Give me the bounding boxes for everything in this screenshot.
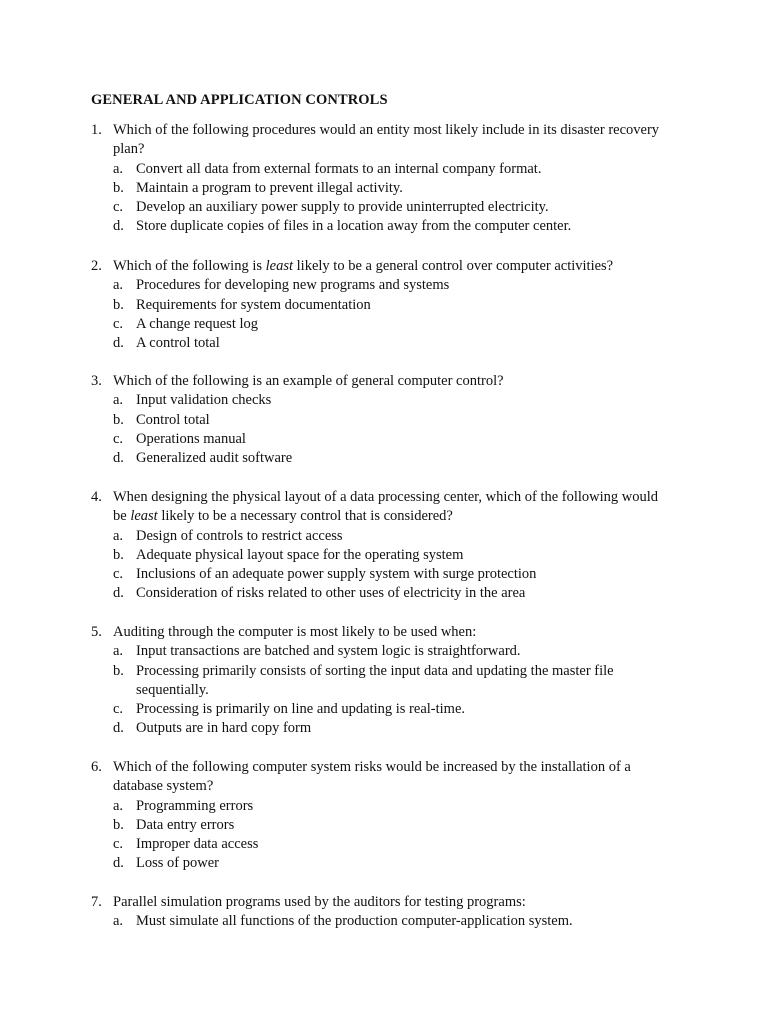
- answer-option: [91, 411, 671, 430]
- option-letter: a.: [113, 797, 124, 814]
- question-7: [91, 893, 671, 932]
- option-text: Maintain a program to prevent illegal activity.: [136, 179, 403, 196]
- option-text: Outputs are in hard copy form: [136, 720, 312, 737]
- question-stem: [91, 372, 671, 391]
- answer-option: [91, 546, 671, 565]
- question-number: 2.: [91, 258, 102, 274]
- answer-option: [91, 854, 671, 873]
- answer-option: [91, 430, 671, 449]
- question-number: 6.: [91, 759, 102, 775]
- answer-option: [91, 584, 671, 603]
- answer-option: [91, 642, 671, 661]
- answer-option: [91, 565, 671, 584]
- emphasis-least: least: [265, 258, 294, 274]
- answer-option: [91, 797, 671, 816]
- question-number: 3.: [91, 373, 102, 389]
- answer-option: [91, 719, 671, 738]
- option-letter: b.: [113, 411, 124, 428]
- question-number: 7.: [91, 894, 102, 910]
- option-letter: c.: [113, 430, 124, 447]
- option-text: Operations manual: [136, 430, 246, 447]
- answer-option: [91, 198, 671, 217]
- option-text: Processing is primarily on line and updating is real-time.: [136, 701, 466, 718]
- question-text: When designing the physical layout of a data processing center, which of the following would be least likely to be a necessary control that is considered?: [113, 489, 659, 525]
- option-text: Input transactions are batched and system logic is straightforward.: [136, 643, 521, 660]
- option-text: Generalized audit software: [136, 450, 293, 467]
- option-text: Data entry errors: [136, 816, 235, 833]
- option-letter: a.: [113, 913, 124, 930]
- question-text: Which of the following is least likely to be a general control over computer activities?: [113, 258, 614, 274]
- answer-option: [91, 217, 671, 236]
- question-text: Parallel simulation programs used by the auditors for testing programs:: [113, 894, 526, 910]
- option-letter: d.: [113, 218, 124, 235]
- option-letter: c.: [113, 701, 124, 718]
- question-stem: [91, 623, 671, 642]
- question-3: [91, 372, 671, 468]
- option-text: Requirements for system documentation: [136, 296, 371, 313]
- document-title: GENERAL AND APPLICATION CONTROLS: [91, 92, 388, 108]
- option-text: Develop an auxiliary power supply to provide uninterrupted electricity.: [136, 199, 549, 216]
- question-number: 1.: [91, 122, 102, 138]
- question-stem: [91, 257, 671, 276]
- question-2: [91, 257, 671, 353]
- option-text: A control total: [136, 335, 220, 352]
- answer-option: [91, 315, 671, 334]
- question-6: [91, 758, 671, 874]
- option-letter: b.: [113, 662, 124, 679]
- answer-option: [91, 912, 671, 931]
- answer-option: [91, 179, 671, 198]
- option-letter: d.: [113, 720, 124, 737]
- option-letter: c.: [113, 836, 124, 853]
- option-letter: a.: [113, 643, 124, 660]
- option-letter: b.: [113, 546, 124, 563]
- answer-option: [91, 334, 671, 353]
- question-text: Which of the following computer system risks would be increased by the installation of a database system?: [113, 759, 631, 795]
- answer-option: [91, 700, 671, 719]
- answer-option: [91, 276, 671, 295]
- question-stem: [91, 488, 671, 527]
- option-letter: c.: [113, 315, 124, 332]
- option-text: Control total: [136, 411, 210, 428]
- question-text: Auditing through the computer is most likely to be used when:: [113, 624, 477, 640]
- answer-option: [91, 662, 671, 701]
- question-5: [91, 623, 671, 739]
- option-text: Processing primarily consists of sorting the input data and updating the master file sequentially.: [136, 662, 614, 698]
- option-text: Must simulate all functions of the production computer-application system.: [136, 913, 573, 930]
- question-text: Which of the following procedures would an entity most likely include in its disaster recovery plan?: [113, 122, 660, 158]
- option-letter: b.: [113, 296, 124, 313]
- option-letter: c.: [113, 566, 124, 583]
- option-text: Loss of power: [136, 855, 219, 872]
- answer-option: [91, 160, 671, 179]
- answer-option: [91, 527, 671, 546]
- option-text: Procedures for developing new programs and systems: [136, 277, 450, 294]
- question-number: 5.: [91, 624, 102, 640]
- option-letter: d.: [113, 450, 124, 467]
- option-text: Store duplicate copies of files in a location away from the computer center.: [136, 218, 572, 235]
- question-1: [91, 121, 671, 237]
- option-letter: a.: [113, 160, 124, 177]
- option-letter: a.: [113, 392, 124, 409]
- option-text: Input validation checks: [136, 392, 272, 409]
- option-letter: a.: [113, 527, 124, 544]
- answer-option: [91, 449, 671, 468]
- question-stem: [91, 893, 671, 912]
- answer-option: [91, 391, 671, 410]
- option-letter: d.: [113, 335, 124, 352]
- question-stem: [91, 758, 671, 797]
- option-letter: b.: [113, 179, 124, 196]
- option-letter: c.: [113, 199, 124, 216]
- option-text: Programming errors: [136, 797, 254, 814]
- option-text: Adequate physical layout space for the operating system: [136, 546, 464, 563]
- question-stem: [91, 121, 671, 160]
- question-number: 4.: [91, 489, 102, 505]
- option-letter: b.: [113, 816, 124, 833]
- option-text: Consideration of risks related to other uses of electricity in the area: [136, 585, 526, 602]
- answer-option: [91, 835, 671, 854]
- option-text: Inclusions of an adequate power supply system with surge protection: [136, 566, 537, 583]
- option-text: Improper data access: [136, 836, 259, 853]
- option-text: Design of controls to restrict access: [136, 527, 343, 544]
- answer-option: [91, 816, 671, 835]
- question-text: Which of the following is an example of general computer control?: [113, 373, 504, 389]
- option-letter: d.: [113, 585, 124, 602]
- option-letter: a.: [113, 277, 124, 294]
- option-text: A change request log: [136, 315, 259, 332]
- option-letter: d.: [113, 855, 124, 872]
- answer-option: [91, 296, 671, 315]
- emphasis-least: least: [130, 508, 158, 525]
- option-text: Convert all data from external formats to an internal company format.: [136, 160, 542, 177]
- question-4: [91, 488, 671, 604]
